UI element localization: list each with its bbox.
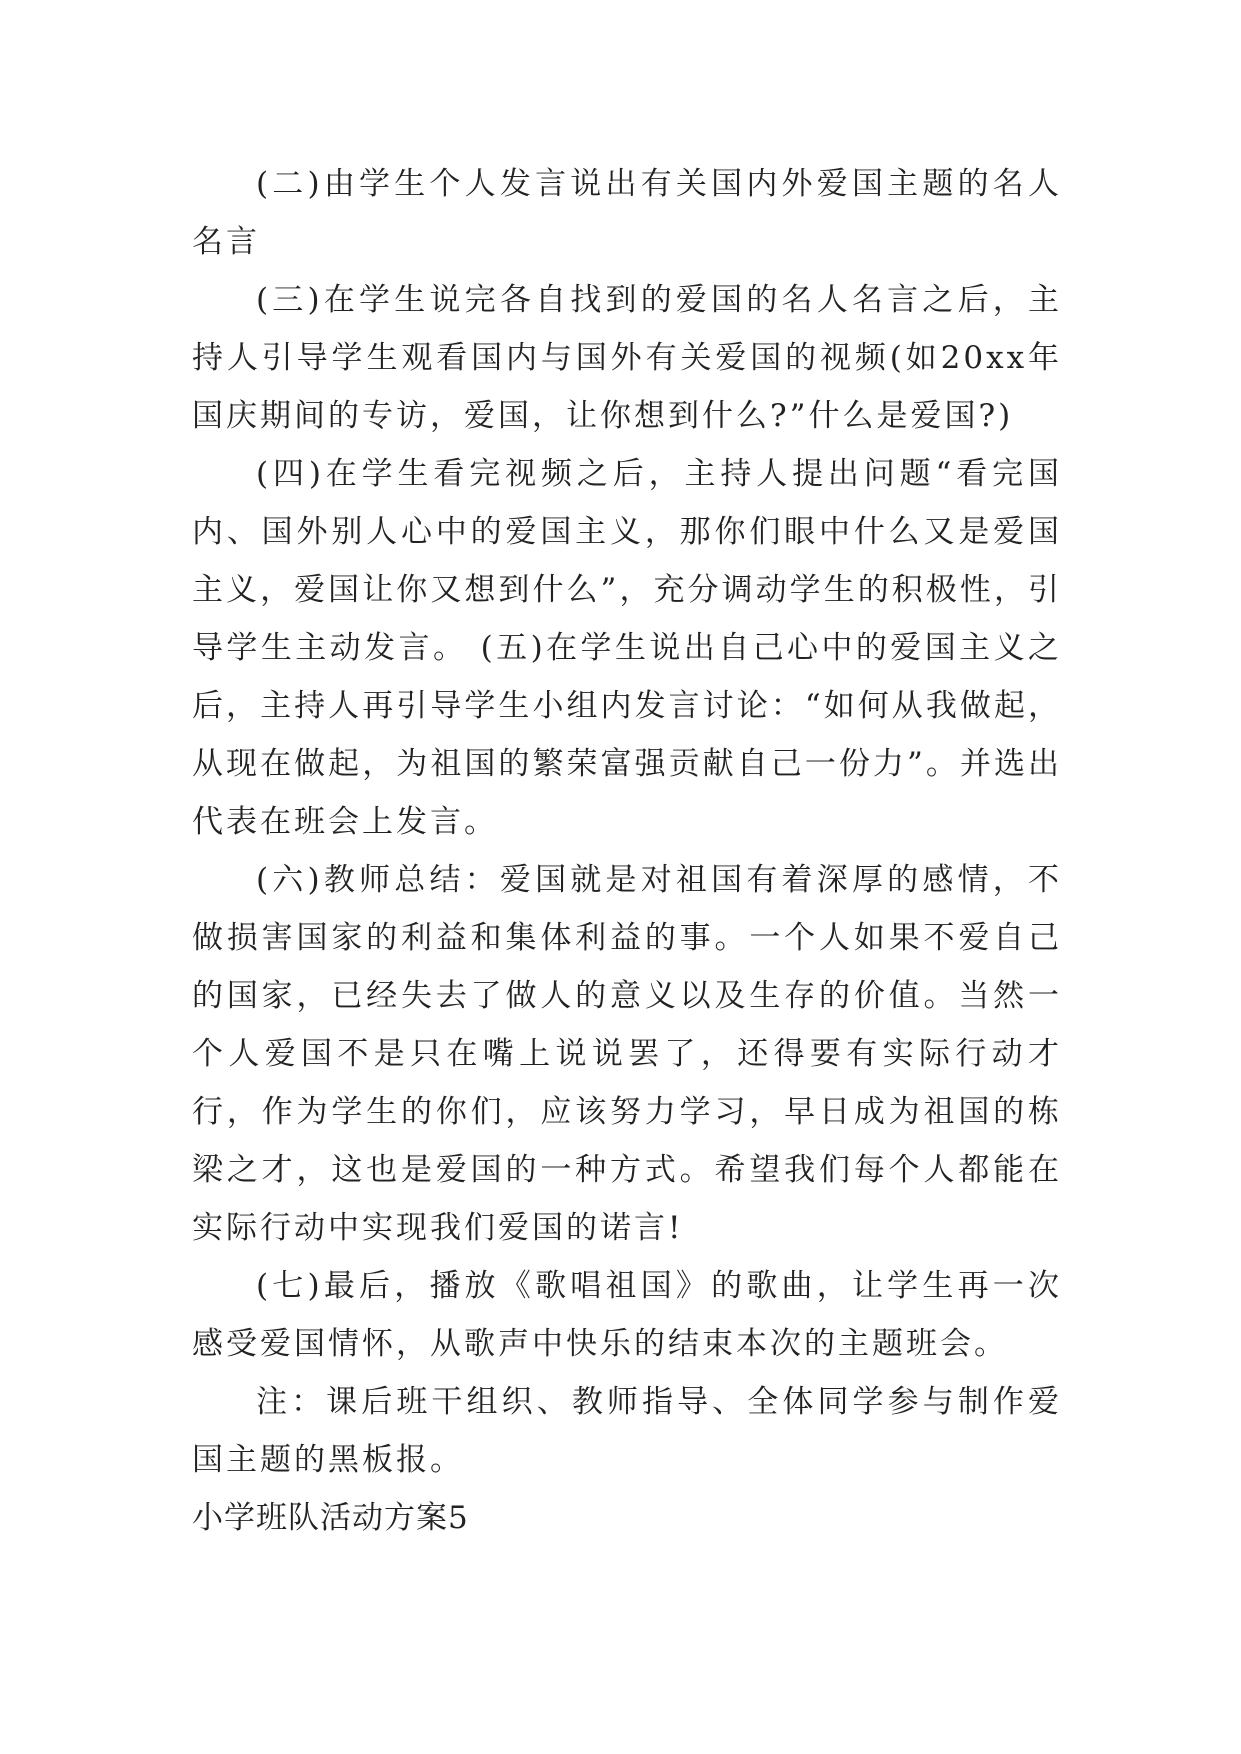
document-body (192, 155, 1062, 1547)
paragraph-7: (七)最后，播放《歌唱祖国》的歌曲，让学生再一次感受爱国情怀，从歌声中快乐的结束本次的主题班会。 (192, 1268, 1062, 1362)
section-heading: 小学班队活动方案5 (192, 1500, 469, 1536)
paragraph-2: (二)由学生个人发言说出有关国内外爱国主题的名人名言 (192, 166, 1062, 260)
paragraph-note: 注：课后班干组织、教师指导、全体同学参与制作爱国主题的黑板报。 (192, 1384, 1062, 1478)
paragraph-3: (三)在学生说完各自找到的爱国的名人名言之后，主持人引导学生观看国内与国外有关爱国的视频(如20xx年国庆期间的专访，爱国，让你想到什么?”什么是爱国?) (192, 282, 1062, 434)
paragraph-6: (六)教师总结：爱国就是对祖国有着深厚的感情，不做损害国家的利益和集体利益的事。一个人如果不爱自己的国家，已经失去了做人的意义以及生存的价值。当然一个人爱国不是只在嘴上说说罢了，还得要有实际行动才行，作为学生的你们，应该努力学习，早日成为祖国的栋梁之才，这也是爱国的一种方式。希望我们每个人都能在实际行动中实现我们爱国的诺言! (192, 862, 1062, 1246)
paragraph-4-5: (四)在学生看完视频之后，主持人提出问题“看完国内、国外别人心中的爱国主义，那你们眼中什么又是爱国主义，爱国让你又想到什么”，充分调动学生的积极性，引导学生主动发言。 (五)在学生说出自己心中的爱国主义之后，主持人再引导学生小组内发言讨论：“如何从我做起，从现在做起，为祖国的繁荣富强贡献自己一份力”。并选出代表在班会上发言。 (192, 456, 1062, 840)
